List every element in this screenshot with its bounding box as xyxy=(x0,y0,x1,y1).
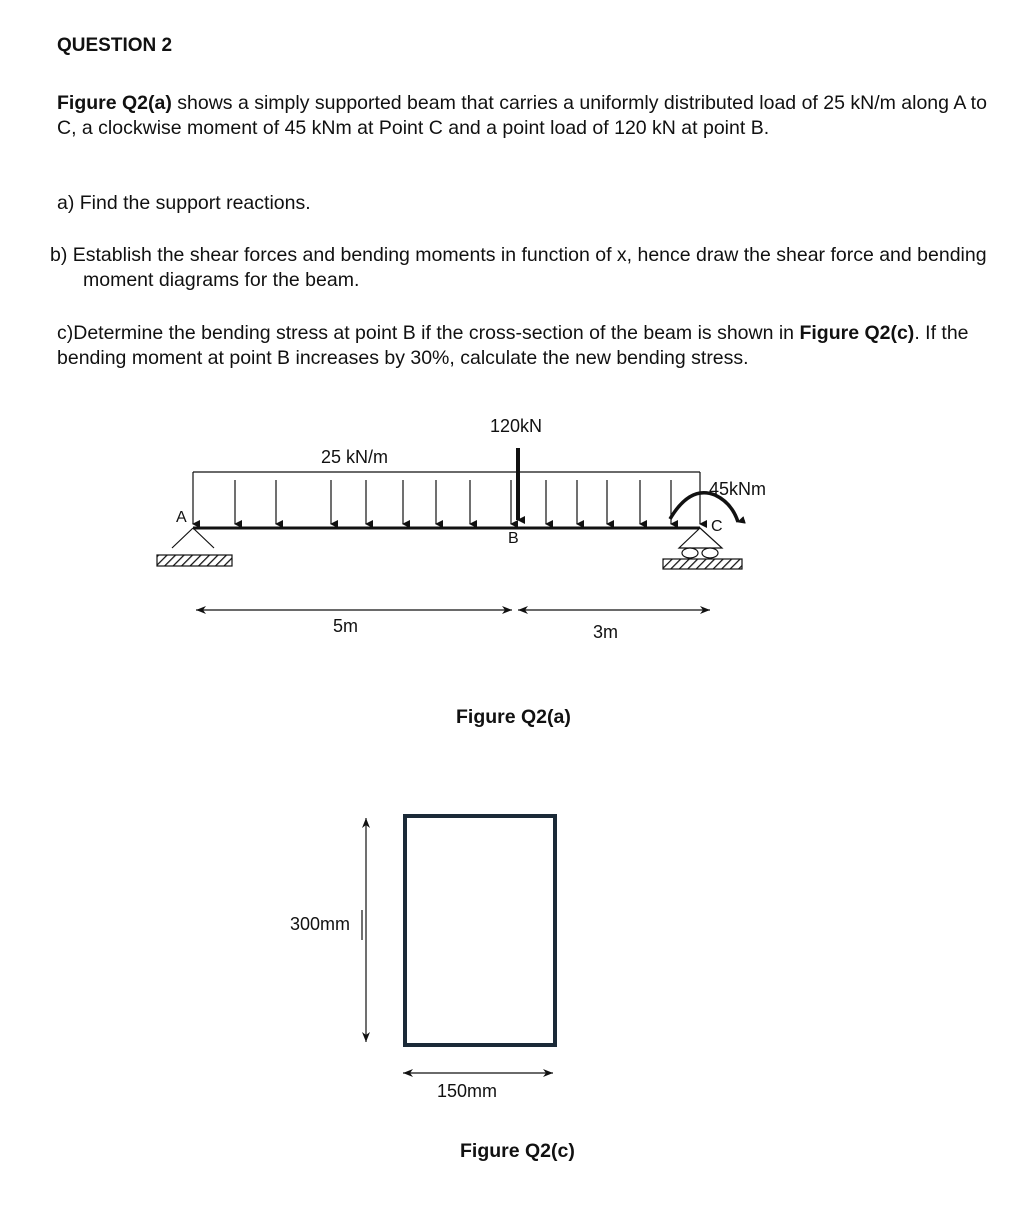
part-b: b) Establish the shear forces and bending moments in function of x, hence draw the shear force and bending moment diagrams for the beam. xyxy=(50,244,987,291)
height-label: 300mm xyxy=(290,914,351,934)
point-a-label: A xyxy=(176,509,187,526)
part-c-text-2: . If the bending moment at point B increases by 30%, calculate the new bending stress. xyxy=(57,322,969,369)
figure-ref-c: Figure Q2(c) xyxy=(799,322,915,344)
part-c-text: c)Determine the bending stress at point B if the cross-section of the beam is shown in xyxy=(57,322,800,344)
section-dimensions xyxy=(362,818,553,1073)
roller-support-c xyxy=(663,528,742,569)
figure-ref: Figure Q2(a) xyxy=(57,92,172,114)
point-c-label: C xyxy=(711,518,723,535)
figure-c-caption: Figure Q2(c) xyxy=(460,1140,575,1162)
moment-label: 45kNm xyxy=(709,479,767,499)
udl-label: 25 kN/m xyxy=(321,447,389,467)
question-heading: QUESTION 2 xyxy=(57,35,173,56)
width-label: 150mm xyxy=(437,1081,498,1101)
figure-a-caption: Figure Q2(a) xyxy=(456,706,571,728)
part-a: a) Find the support reactions. xyxy=(57,192,311,214)
udl-load xyxy=(193,472,700,524)
span-bc-label: 3m xyxy=(593,622,619,642)
pin-support-a xyxy=(157,528,232,566)
point-b-label: B xyxy=(508,530,519,547)
intro-text: shows a simply supported beam that carries a uniformly distributed load of 25 kN/m along A to C, a clockwise moment of 45 kNm at Point C and a point load of 120 kN at point B. xyxy=(57,92,987,139)
cross-section xyxy=(405,816,555,1045)
span-ab-label: 5m xyxy=(333,616,359,636)
point-load-label: 120kN xyxy=(490,416,543,436)
